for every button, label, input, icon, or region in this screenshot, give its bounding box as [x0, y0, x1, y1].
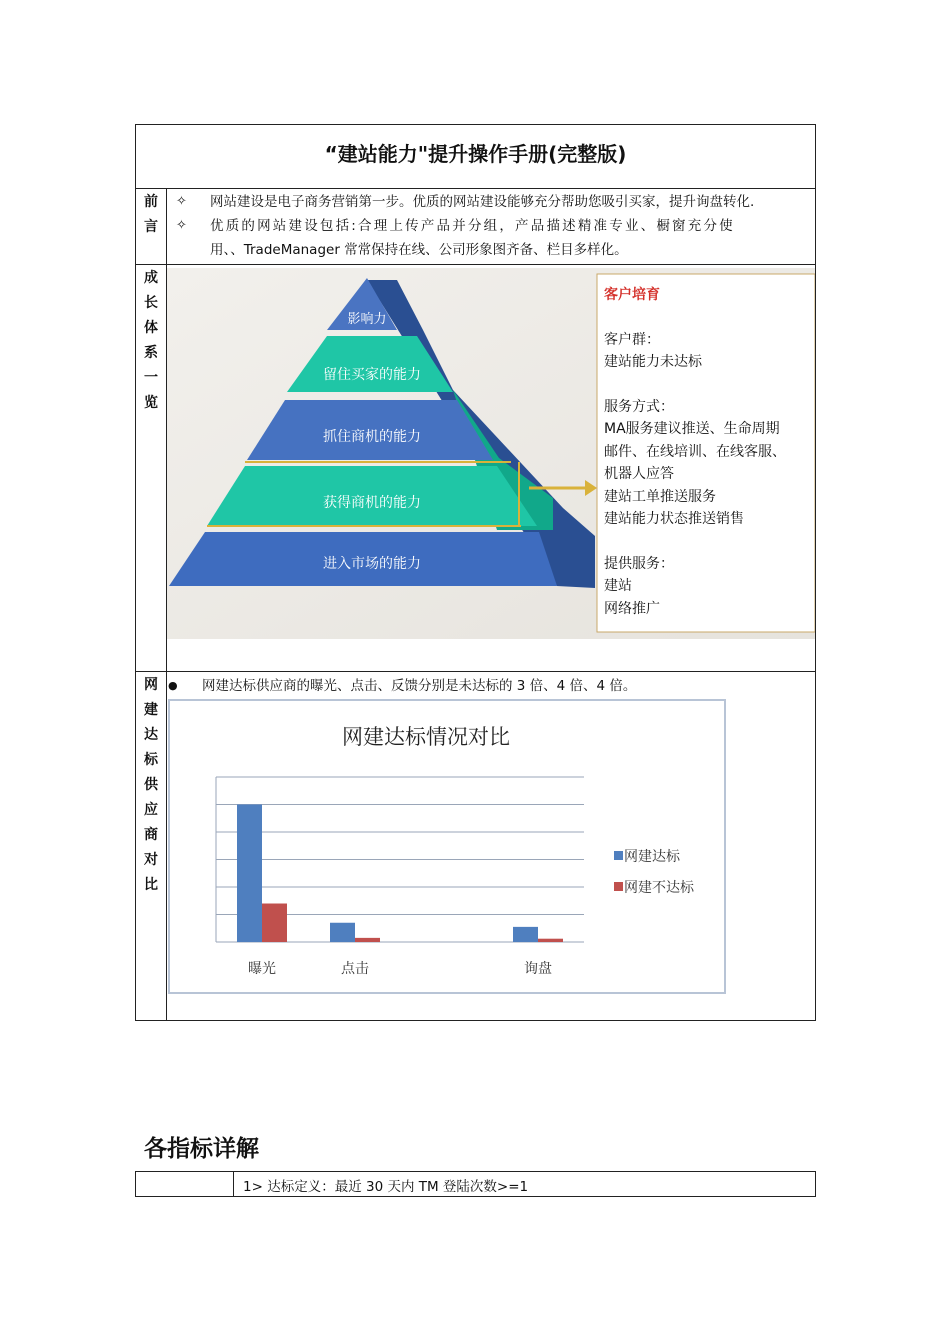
panel-group-value: 建站能力未达标: [604, 354, 702, 370]
legend-label: 网建达标: [624, 849, 680, 865]
panel-heading: 客户培育: [604, 287, 660, 303]
pyramid-level-2-label: 留住买家的能力: [323, 367, 421, 383]
bar-询盘-网建达标: [513, 927, 538, 942]
chart-title: 网建达标情况对比: [342, 725, 510, 749]
pyramid-level-1-label: 影响力: [347, 312, 387, 327]
panel-provide-line: 网络推广: [604, 600, 660, 617]
bar-询盘-网建不达标: [538, 939, 563, 942]
preface-line-1: 网站建设是电子商务营销第一步。优质的网站建设能够充分帮助您吸引买家，提升询盘转化.: [210, 194, 755, 210]
pyramid-level-5-label: 进入市场的能力: [323, 556, 421, 572]
panel-service-line: 机器人应答: [604, 466, 674, 482]
panel-service-line: MA服务建议推送、生命周期: [604, 421, 780, 437]
section-label-comparison: 网 建 达 标 供 应 商 对 比: [144, 677, 158, 893]
section-label-growth-system: 成 长 体 系 一 览: [144, 270, 158, 411]
legend-swatch: [614, 851, 623, 860]
panel-service-line: 邮件、在线培训、在线客服、: [604, 443, 786, 460]
comparison-text: 网建达标供应商的曝光、点击、反馈分别是未达标的 3 倍、4 倍、4 倍。: [202, 678, 637, 694]
bullet-icon: ●: [168, 679, 178, 692]
diamond-bullet-icon: ✧: [176, 194, 187, 209]
legend-label: 网建不达标: [624, 880, 694, 896]
section-label-preface: 前 言: [144, 194, 158, 235]
pyramid-level-4-label: 获得商机的能力: [323, 495, 421, 511]
panel-provide-label: 提供服务：: [604, 555, 674, 572]
diamond-bullet-icon: ✧: [176, 218, 187, 233]
comparison-chart: [168, 699, 726, 994]
panel-service-label: 服务方式：: [604, 398, 674, 415]
preface-line-2: 优质的网站建设包括:合理上传产品并分组，产品描述精准专业、橱窗充分使: [210, 218, 735, 234]
definition-row-text: 1> 达标定义：最近 30 天内 TM 登陆次数>=1: [243, 1179, 529, 1195]
bar-点击-网建达标: [330, 923, 355, 942]
legend-swatch: [614, 882, 623, 891]
growth-pyramid-diagram: [167, 268, 815, 639]
panel-service-line: 建站工单推送服务: [604, 488, 716, 505]
pyramid-level-3-label: 抓住商机的能力: [323, 429, 421, 445]
x-tick-label: 点击: [341, 961, 369, 977]
preface-line-3: 用、、TradeManager 常常保持在线、公司形象图齐备、栏目多样化。: [210, 242, 628, 258]
panel-group-label: 客户群：: [604, 331, 660, 348]
bar-曝光-网建不达标: [262, 904, 287, 943]
x-tick-label: 曝光: [248, 961, 276, 977]
panel-service-line: 建站能力状态推送销售: [604, 511, 744, 527]
x-tick-label: 询盘: [524, 961, 552, 977]
panel-provide-line: 建站: [604, 578, 632, 594]
document-title: “建站能力"提升操作手册(完整版): [324, 142, 627, 166]
bar-点击-网建不达标: [355, 938, 380, 942]
section-heading: 各指标详解: [144, 1136, 259, 1162]
bar-曝光-网建达标: [237, 805, 262, 943]
